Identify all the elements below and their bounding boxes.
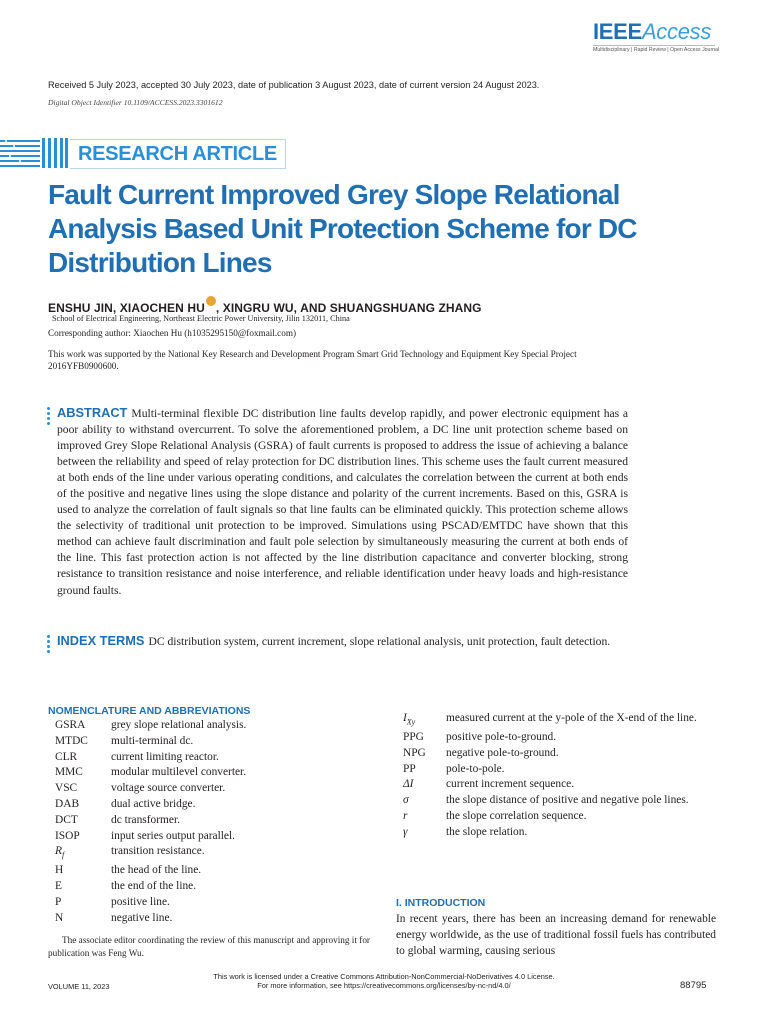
nomenclature-table-right (403, 711, 715, 841)
abstract-dots-icon (47, 407, 50, 427)
nomenclature-row: P positive line. (55, 896, 170, 909)
nomenclature-row: ISOP input series output parallel. (55, 829, 236, 842)
license-notice (0, 972, 768, 990)
doi[interactable]: Digital Object Identifier 10.1109/ACCESS.2023.3301612 (48, 98, 223, 107)
volume-label: VOLUME 11, 2023 (48, 982, 110, 991)
nomenclature-row: CLR current limiting reactor. (55, 750, 219, 763)
journal-logo (593, 19, 720, 54)
page-number: 88795 (680, 980, 707, 991)
authors (48, 296, 482, 315)
index-terms-text: DC distribution system, current increment, slope relational analysis, unit protection, fault detection. (148, 635, 611, 648)
abstract (57, 405, 628, 599)
nomenclature-row: DAB dual active bridge. (55, 797, 196, 810)
authors-first: ENSHU JIN, XIAOCHEN HU (48, 301, 205, 315)
nomenclature-row: N negative line. (55, 911, 173, 924)
corresponding-author: Corresponding author: Xiaochen Hu (h1035295150@foxmail.com) (48, 328, 297, 338)
nomenclature-row: GSRA grey slope relational analysis. (55, 719, 247, 731)
index-terms (57, 633, 628, 650)
nomenclature-row: H the head of the line. (55, 864, 202, 877)
introduction-text: In recent years, there has been an increasing demand for renewable energy worldwide, as the use of traditional fossil fuels has contributed to global warming, causing serious (396, 913, 716, 957)
nomenclature-row: PPG positive pole-to-ground. (403, 731, 557, 744)
nomenclature-row: $I_{Xy}$ measured current at the y-pole of the X-end of the line. (403, 712, 697, 727)
license-line-2[interactable]: For more information, see https://creativecommons.org/licenses/by-nc-nd/4.0/ (257, 981, 511, 990)
nomenclature-row: $R_f$ transition resistance. (55, 845, 205, 860)
introduction-heading: I. INTRODUCTION (396, 897, 486, 909)
banner-stripes-icon (0, 138, 68, 168)
nomenclature-row: γ the slope relation. (403, 825, 528, 838)
authors-rest: , XINGRU WU, AND SHUANGSHUANG ZHANG (215, 301, 482, 315)
nomenclature-row: DCT dc transformer. (55, 813, 180, 826)
nomenclature-row: E the end of the line. (55, 880, 197, 893)
nomenclature-row: r the slope correlation sequence. (403, 810, 587, 823)
index-terms-label: INDEX TERMS (57, 633, 145, 648)
nomenclature-row: σ the slope distance of positive and negative pole lines. (403, 794, 689, 807)
abstract-text: Multi-terminal flexible DC distribution line faults develop rapidly, and power electronic equipment has a poor ability to withstand overcurrent. To solve the aforementioned problem, a DC line unit protection scheme based on improved Grey Slope Relational Analysis (GSRA) of fault currents is proposed to address the issue of achieving a balance between the reliability and speed of relay protection for DC distribution lines. This scheme uses the fault current measured at both ends of the line under various operating conditions, and calculates the correlation between the current at both ends of the positive and negative lines using the slope distance and polarity of the current increments. Based on this, GSRA is used to analyze the correlation of fault signals so that line faults can be eliminated quickly. This protection scheme allows the selectivity of traditional unit protection to be improved. Simulations using PSCAD/EMTDC have shown that this method can achieve fault discrimination and fault pole selection by simultaneously measuring the current at both ends of the line. This fast protection action is not affected by the line distribution capacitance and converter blocking, strong resistance to transition resistance and noise interference, and reliable identification under heavy loads and high-resistance ground faults. (57, 407, 628, 597)
license-line-1: This work is licensed under a Creative Commons Attribution-NonCommercial-NoDerivatives 4.0 License. (213, 972, 555, 981)
logo-tagline: Multidisciplinary | Rapid Review | Open Access Journal (593, 47, 720, 53)
nomenclature-row: NPG negative pole-to-ground. (403, 746, 559, 759)
nomenclature-heading: NOMENCLATURE AND ABBREVIATIONS (48, 705, 251, 717)
nomenclature-table-left (55, 718, 246, 927)
nomenclature-row: MMC modular multilevel converter. (55, 766, 247, 779)
logo-journal: Access (641, 19, 712, 44)
received-dates: Received 5 July 2023, accepted 30 July 2023, date of publication 3 August 2023, date of current version 24 August 2023. (48, 80, 540, 90)
logo-brand: IEEE (593, 19, 642, 44)
paper-title: Fault Current Improved Grey Slope Relational Analysis Based Unit Protection Scheme for DC Distribution Lines (48, 179, 637, 278)
abstract-label: ABSTRACT (57, 405, 128, 420)
nomenclature-row: MTDC multi-terminal dc. (55, 734, 194, 747)
funding-note: This work was supported by the National Key Research and Development Program Smart Grid Technology and Equipment Key Special Project 2016YFB0900600. (48, 349, 577, 371)
nomenclature-row: ΔI current increment sequence. (403, 778, 575, 791)
nomenclature-row: PP pole-to-pole. (403, 762, 505, 775)
orcid-icon[interactable] (206, 296, 216, 306)
nomenclature-row: VSC voltage source converter. (55, 782, 226, 795)
article-type-banner: RESEARCH ARTICLE (70, 139, 286, 169)
affiliation: School of Electrical Engineering, Northeast Electric Power University, Jilin 132011, China (52, 314, 350, 323)
index-dots-icon (47, 635, 50, 655)
editor-note: The associate editor coordinating the review of this manuscript and approving it for publication was Feng Wu. (48, 935, 370, 958)
